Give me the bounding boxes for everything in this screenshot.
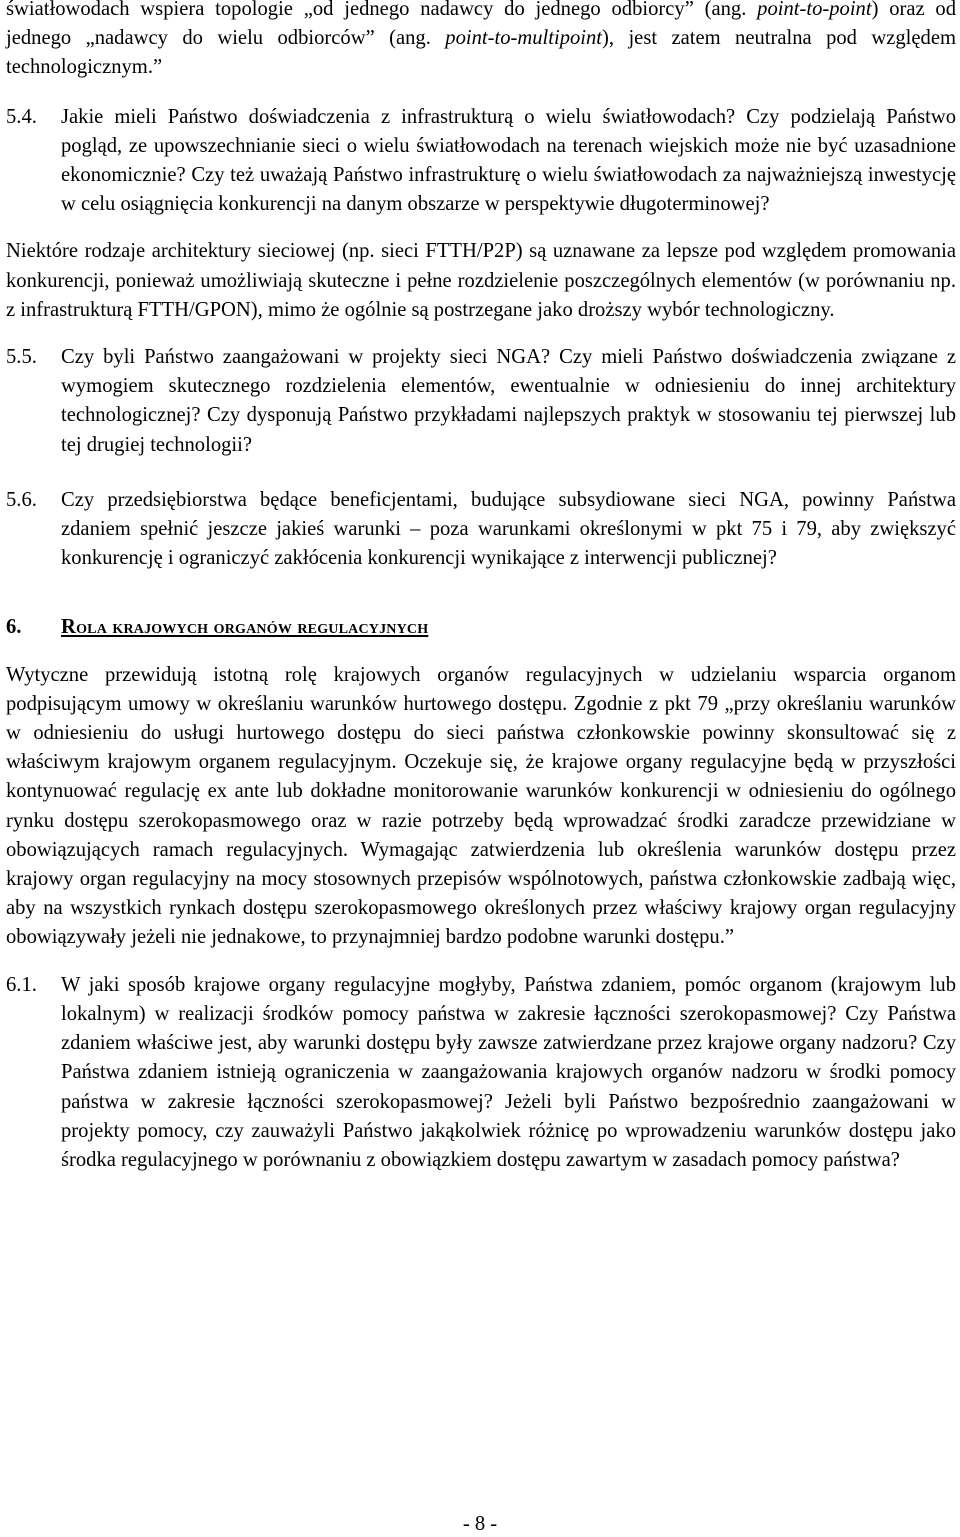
question-number: 6.1. <box>6 973 37 996</box>
intro-text-2: ) oraz od jednego „nadawcy do wielu odbiorców” (ang. <box>6 0 957 50</box>
question-number: 5.6. <box>6 488 37 511</box>
intro-text-3: ), jest zatem neutralna pod względem technologicznym.” <box>6 27 957 79</box>
document-page <box>6 0 956 1175</box>
term-point-to-multipoint: point-to-multipoint <box>445 27 603 50</box>
section-6-body-paragraph: Wytyczne przewidują istotną rolę krajowych organów regulacyjnych w udzielaniu wsparcia organom podpisującym umowy w określaniu warunków hurtowego dostępu. Zgodnie z pkt 79 „przy określaniu warunków w odniesieniu do usługi hurtowego dostępu do sieci państwa członkowskie powinny skonsultować się z właściwym krajowym organem regulacyjnym. Oczekuje się, że krajowe organy regulacyjne będą w przyszłości kontynuować regulację ex ante lub dokładne monitorowanie warunków konkurencji w odniesieniu do ogólnego rynku dostępu szerokopasmowego oraz w razie potrzeby będą wprowadzać środki zaradcze przewidziane w obowiązujących ramach regulacyjnych. Wymagając zatwierdzenia lub określenia warunków dostępu przez krajowy organ regulacyjny na mocy stosownych przepisów wspólnotowych, państwa członkowskie zadbają więc, aby na wszystkich rynkach dostępu szerokopasmowego określonych przez właściwy krajowy organ regulacyjny obowiązywały jeżeli nie jednakowe, to przynajmniej bardzo podobne warunki dostępu.” <box>6 663 956 949</box>
architecture-note-paragraph: Niektóre rodzaje architektury sieciowej (np. sieci FTTH/P2P) są uznawane za lepsze pod względem promowania konkurencji, ponieważ umożliwiają skuteczne i pełne rozdzielenie poszczególnych elementów (w porównaniu np. z infrastrukturą FTTH/GPON), mimo że ogólnie są postrzegane jako droższy wybór technologiczny. <box>6 240 956 321</box>
intro-paragraph <box>6 0 956 83</box>
page-number: - 8 - <box>462 1513 498 1535</box>
question-number: 5.5. <box>6 346 37 369</box>
section-number: 6. <box>6 616 22 639</box>
question-6-1 <box>6 971 956 1175</box>
question-text: W jaki sposób krajowe organy regulacyjne mogłyby, Państwa zdaniem, pomóc organom (krajowym lub lokalnym) w realizacji środków pomocy państwa w zakresie łączności szerokopasmowej? Czy Państwa zdaniem właściwe jest, aby warunki dostępu były zawsze zatwierdzane przez krajowe organy nadzoru? Czy Państwa zdaniem istnieją ograniczenia w zaangażowania krajowych organów nadzoru w środki pomocy państwa w zakresie łączności szerokopasmowej? Jeżeli byli Państwo bezpośrednio zaangażowani w projekty pomocy, czy zauważyli Państwo jakąkolwiek różnicę po wprowadzeniu warunków dostępu jako środka regulacyjnego w porównaniu z obowiązkiem dostępu zawartym w zasadach pomocy państwa? <box>61 973 956 1171</box>
question-text: Czy byli Państwo zaangażowani w projekty sieci NGA? Czy mieli Państwo doświadczenia związane z wymogiem skutecznego rozdzielenia elementów, ewentualnie w odniesieniu do innej architektury technologicznej? Czy dysponują Państwo przykładami najlepszych praktyk w stosowaniu tej pierwszej lub tej drugiej technologii? <box>61 346 956 456</box>
section-title: Rola krajowych organów regulacyjnych <box>61 616 429 639</box>
question-number: 5.4. <box>6 105 37 128</box>
question-text: Jakie mieli Państwo doświadczenia z infrastrukturą o wielu światłowodach? Czy podzielają Państwo pogląd, ze upowszechnianie sieci o wielu światłowodach na terenach wiejskich może nie być uzasadnione ekonomicznie? Czy też uważają Państwo infrastrukturę o wielu światłowodach za najważniejszą inwestycję w celu osiągnięcia konkurencji na danym obszarze w perspektywie długoterminowej? <box>61 105 956 216</box>
term-point-to-point: point-to-point <box>757 0 872 20</box>
intro-text-1: światłowodach wspiera topologie „od jednego nadawcy do jednego odbiorcy” (ang. <box>6 0 758 20</box>
question-5-5 <box>6 343 956 460</box>
question-text: Czy przedsiębiorstwa będące beneficjentami, budujące subsydiowane sieci NGA, powinny Państwa zdaniem spełnić jeszcze jakieś warunki – poza warunkami określonymi w pkt 75 i 79, aby zwiększyć konkurencję i ograniczyć zakłócenia konkurencji wynikające z interwencji publicznej? <box>61 488 956 570</box>
question-5-6 <box>6 486 956 574</box>
question-5-4 <box>6 103 956 220</box>
section-6-heading <box>6 613 956 642</box>
